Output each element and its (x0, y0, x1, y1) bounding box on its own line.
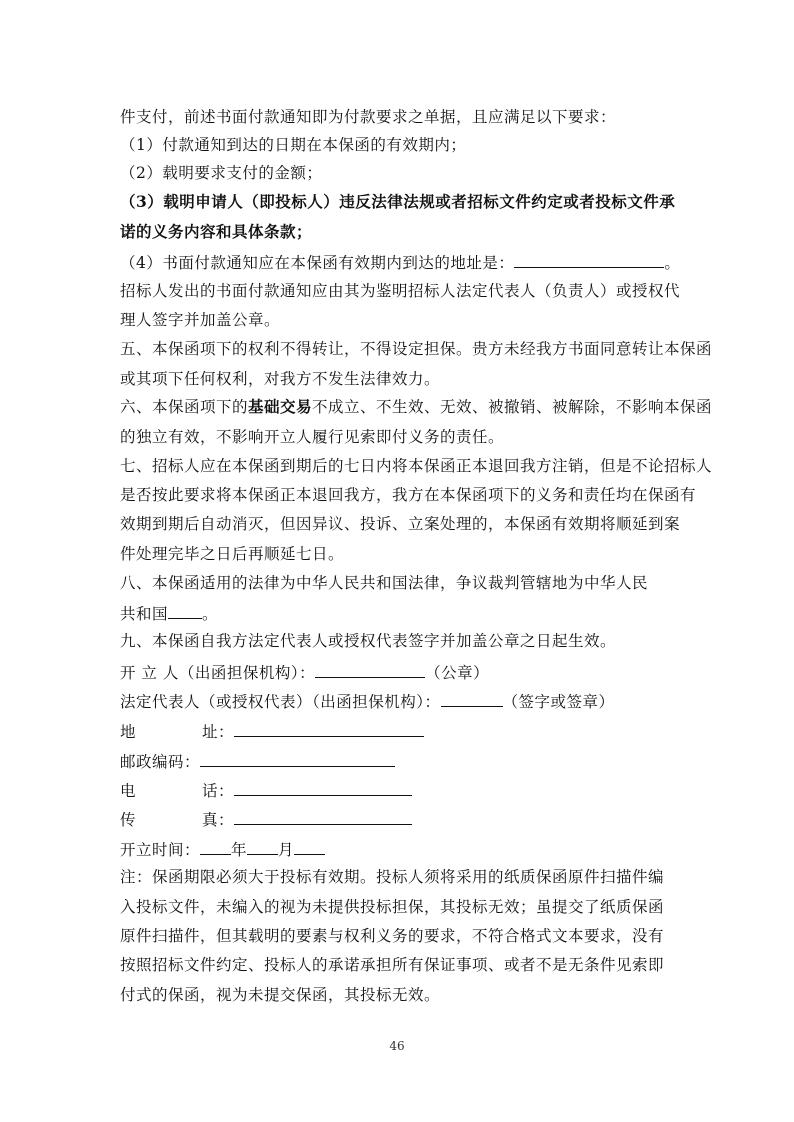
year-field[interactable] (200, 838, 231, 855)
representative-suffix: （签字或签章） (502, 693, 615, 711)
fax-row (120, 808, 412, 830)
note-line: 入投标文件，未编入的视为未提供投标担保，其投标无效；虽提交了纸质保函 (120, 898, 665, 916)
period: 。 (664, 254, 681, 272)
phone-label-part2: 话： (202, 782, 235, 800)
basic-transaction-term: 基础交易 (248, 397, 313, 416)
paragraph-line: 件支付，前述书面付款通知即为付款要求之单据，且应满足以下要求： (120, 108, 617, 126)
issuer-blank[interactable] (315, 661, 425, 678)
note-line: 付式的保函，视为未提交保函，其投标无效。 (120, 986, 441, 1004)
section-seven-continued: 是否按此要求将本保函正本退回我方，我方在本保函项下的义务和责任均在保函有 (120, 486, 697, 504)
issuer-suffix: （公章） (425, 664, 490, 682)
date-label: 开立时间： (120, 841, 201, 859)
section-eight-text: 共和国 (120, 605, 169, 623)
section-five-continued: 或其项下任何权利，对我方不发生法律效力。 (120, 370, 441, 388)
section-six-text: 不成立、不生效、无效、被撤销、被解除，不影响本保函 (312, 398, 713, 416)
paragraph-line: 招标人发出的书面付款通知应由其为鉴明招标人法定代表人（负责人）或授权代 (120, 282, 681, 300)
page-number: 46 (389, 1039, 405, 1053)
note-line: 按照招标文件约定、投标人的承诺承担所有保证事项、或者不是无条件见索即 (120, 956, 665, 974)
issuer-row (120, 661, 489, 683)
address-field[interactable] (234, 720, 424, 737)
section-six (120, 397, 712, 417)
postcode-row (120, 750, 395, 772)
note-line: 注：保函期限必须大于投标有效期。投标人须将采用的纸质保函原件扫描件编 (120, 868, 665, 886)
clause-item-1: （1）付款通知到达的日期在本保函的有效期内； (120, 136, 467, 154)
section-seven: 七、招标人应在本保函到期后的七日内将本保函正本退回我方注销，但是不论招标人 (120, 457, 713, 475)
postcode-label: 邮政编码： (120, 753, 201, 771)
section-eight-continued (120, 602, 218, 624)
clause-item-3: （3）载明申请人（即投标人）违反法律法规或者招标文件约定或者投标文件承 (120, 192, 676, 211)
issuer-label: 开 立 人（出函担保机构）： (120, 664, 316, 682)
note-line: 原件扫描件，但其载明的要素与权利义务的要求，不符合格式文本要求，没有 (120, 927, 665, 945)
period: 。 (202, 605, 219, 623)
jurisdiction-blank[interactable] (168, 602, 202, 619)
section-six-continued: 的独立有效，不影响开立人履行见索即付义务的责任。 (120, 428, 505, 446)
section-five: 五、本保函项下的权利不得转让，不得设定担保。贵方未经我方书面同意转让本保函 (120, 340, 713, 358)
date-row (120, 838, 325, 860)
postcode-field[interactable] (200, 750, 395, 767)
month-label: 月 (278, 841, 295, 859)
address-row (120, 720, 424, 742)
address-label-part2: 址： (202, 723, 235, 741)
paragraph-line: 理人签字并加盖公章。 (120, 311, 281, 329)
fax-label-part1: 传 (120, 811, 137, 829)
phone-row (120, 779, 412, 801)
fax-field[interactable] (234, 808, 412, 825)
phone-field[interactable] (234, 779, 412, 796)
year-label: 年 (231, 841, 248, 859)
clause-item-4-text: （4）书面付款通知应在本保函有效期内到达的地址是： (120, 254, 515, 272)
address-blank[interactable] (514, 251, 664, 268)
section-nine: 九、本保函自我方法定代表人或授权代表签字并加盖公章之日起生效。 (120, 632, 617, 650)
representative-row (120, 690, 615, 712)
clause-item-3-continued: 诺的义务内容和具体条款； (120, 222, 313, 241)
section-seven-continued: 效期到期后自动消灭，但因异议、投诉、立案处理的，本保函有效期将顺延到案 (120, 515, 681, 533)
clause-item-2: （2）载明要求支付的金额； (120, 164, 323, 182)
address-label-part1: 地 (120, 723, 137, 741)
day-field[interactable] (294, 838, 325, 855)
clause-item-4 (120, 251, 680, 273)
section-eight: 八、本保函适用的法律为中华人民共和国法律，争议裁判管辖地为中华人民 (120, 574, 649, 592)
section-six-text: 六、本保函项下的 (120, 398, 249, 416)
section-seven-continued: 件处理完毕之日后再顺延七日。 (120, 545, 345, 563)
fax-label-part2: 真： (202, 811, 235, 829)
representative-blank[interactable] (441, 690, 503, 707)
phone-label-part1: 电 (120, 782, 137, 800)
representative-label: 法定代表人（或授权代表）（出函担保机构）： (120, 693, 441, 711)
month-field[interactable] (247, 838, 278, 855)
